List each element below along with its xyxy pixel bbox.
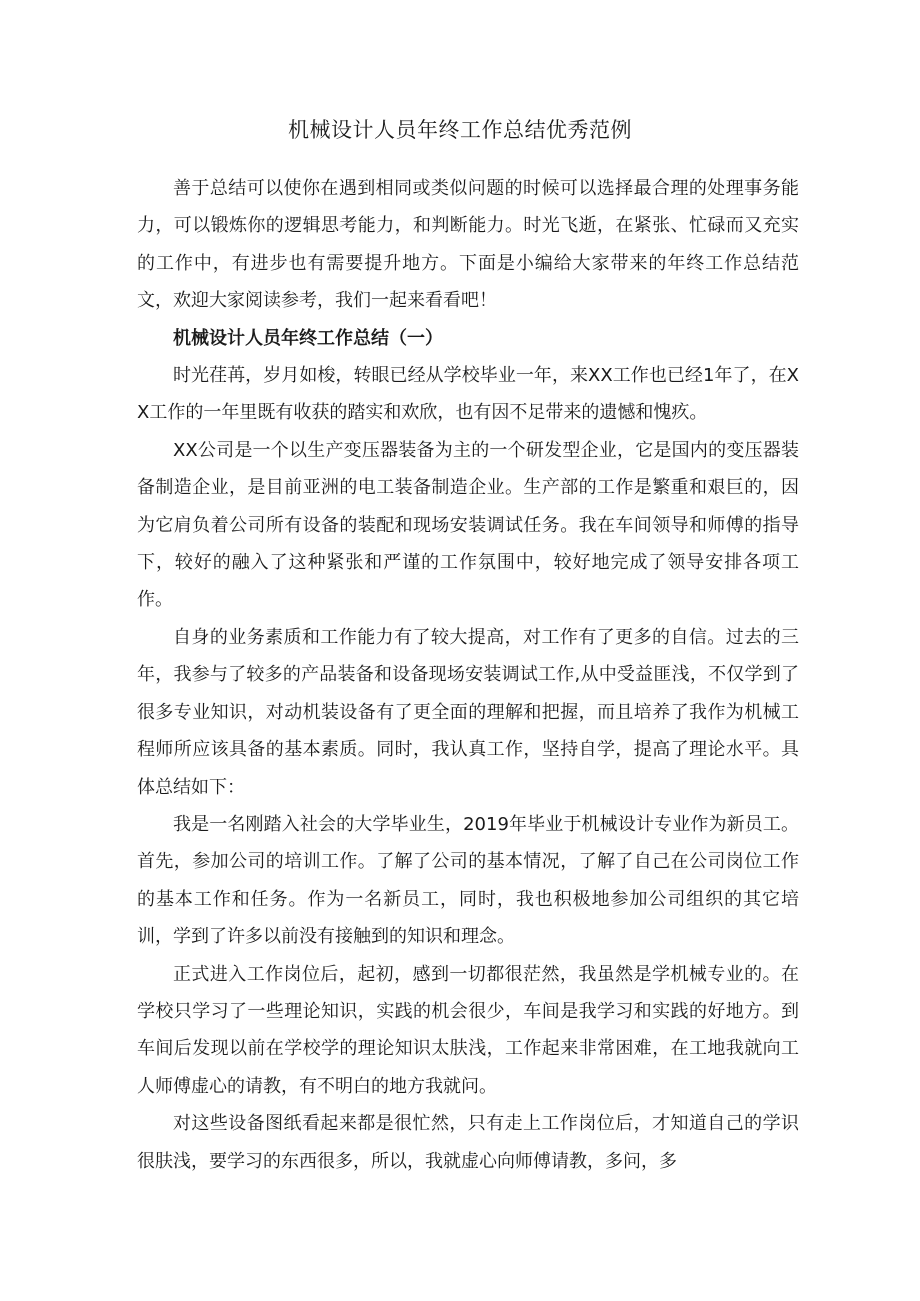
document-title: 机械设计人员年终工作总结优秀范例 bbox=[288, 118, 632, 142]
body-paragraph: 自身的业务素质和工作能力有了较大提高，对工作有了更多的自信。过去的三年，我参与了较多的产品装备和设备现场安装调试工作,从中受益匪浅，不仅学到了很多专业知识，对动机装设备有了更全面的理解和把握，而且培养了我作为机械工程师所应该具备的基本素质。同时，我认真工作，坚持自学，提高了理论水平。具体总结如下： bbox=[137, 626, 799, 798]
document-body bbox=[137, 170, 799, 1180]
body-paragraph: 我是一名刚踏入社会的大学毕业生，2019年毕业于机械设计专业作为新员工。首先，参加公司的培训工作。了解了公司的基本情况，了解了自己在公司岗位工作的基本工作和任务。作为一名新员工，同时，我也积极地参加公司组织的其它培训，学到了许多以前没有接触到的知识和理念。 bbox=[137, 813, 799, 948]
body-paragraph: XX公司是一个以生产变压器装备为主的一个研发型企业，它是国内的变压器装备制造企业，是目前亚洲的电工装备制造企业。生产部的工作是繁重和艰巨的，因为它肩负着公司所有设备的装配和现场安装调试任务。我在车间领导和师傅的指导下，较好的融入了这种紧张和严谨的工作氛围中，较好地完成了领导安排各项工作。 bbox=[137, 439, 799, 611]
body-paragraph: 时光荏苒，岁月如梭，转眼已经从学校毕业一年，来XX工作也已经1年了，在XX工作的一年里既有收获的踏实和欢欣，也有因不足带来的遗憾和愧疚。 bbox=[137, 365, 799, 424]
section-heading: 机械设计人员年终工作总结（一） bbox=[173, 327, 443, 349]
body-paragraph: 对这些设备图纸看起来都是很忙然，只有走上工作岗位后，才知道自己的学识很肤浅，要学习的东西很多，所以，我就虚心向师傅请教，多问，多 bbox=[137, 1113, 799, 1172]
intro-paragraph: 善于总结可以使你在遇到相同或类似问题的时候可以选择最合理的处理事务能力，可以锻炼你的逻辑思考能力，和判断能力。时光飞逝，在紧张、忙碌而又充实的工作中，有进步也有需要提升地方。下面是小编给大家带来的年终工作总结范文，欢迎大家阅读参考，我们一起来看看吧！ bbox=[137, 178, 799, 312]
body-paragraph: 正式进入工作岗位后，起初，感到一切都很茫然，我虽然是学机械专业的。在学校只学习了一些理论知识，实践的机会很少，车间是我学习和实践的好地方。到车间后发现以前在学校学的理论知识太肤浅，工作起来非常困难，在工地我就向工人师傅虚心的请教，有不明白的地方我就问。 bbox=[137, 963, 799, 1097]
